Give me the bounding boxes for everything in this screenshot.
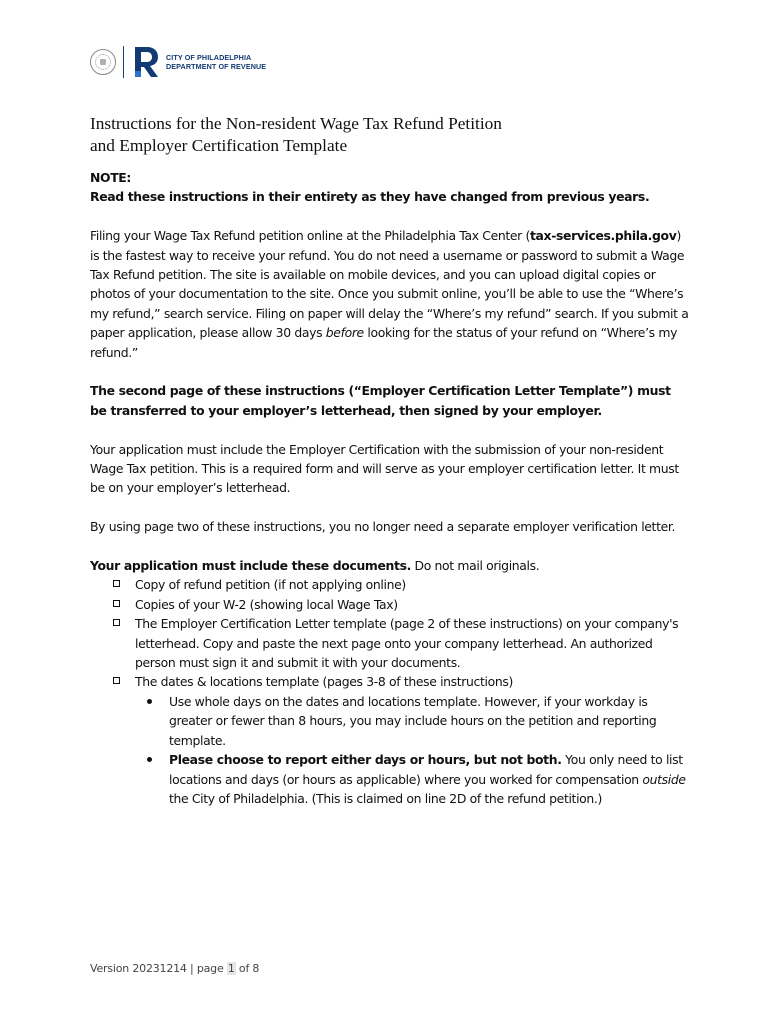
org-line-2: DEPARTMENT OF REVENUE	[166, 62, 267, 71]
list-item: Use whole days on the dates and locations template. However, if your workday is greater or fewer than 8 hours, you may include hours on the petition and reporting template.	[169, 692, 690, 750]
checkbox-icon	[113, 619, 120, 626]
list-item: Please choose to report either days or hours, but not both. You only need to list locations and days (or hours as applicable) where you worked for compensation outside the City of Philadelphia. (This is claimed on line 2D of the refund petition.)	[169, 750, 690, 808]
list-item: Copies of your W-2 (showing local Wage Tax)	[135, 595, 690, 614]
list-item: The Employer Certification Letter template (page 2 of these instructions) on your company's letterhead. Copy and paste the next page onto your company letterhead. An authorized person must sign it and submit it with your documents.	[135, 614, 690, 672]
documents-checklist	[90, 575, 690, 808]
documents-lead: Your application must include these documents. Do not mail originals.	[90, 558, 540, 574]
page-footer: Version 20231214 | page 1 of 8	[90, 962, 260, 975]
online-filing-paragraph: Filing your Wage Tax Refund petition online at the Philadelphia Tax Center (tax-services.phila.gov) is the fastest way to receive your refund. You do not need a username or password to submit a Wage Tax Refund petition. The site is available on mobile devices, and you can upload digital copies or photos of your documentation to the site. Once you submit online, you’ll be able to use the “Where’s my refund,” search service. Filing on paper will delay the “Where’s my refund” search. If you submit a paper application, please allow 30 days before looking for the status of your refund on “Where’s my refund.”	[90, 228, 689, 360]
note-text: Read these instructions in their entirety as they have changed from previous years.	[90, 189, 650, 205]
letterhead-paragraph: The second page of these instructions (“Employer Certification Letter Template”) must be transferred to your employer’s letterhead, then signed by your employer.	[90, 383, 671, 418]
bullet-icon	[147, 757, 152, 762]
title-line-2: and Employer Certification Template	[90, 136, 348, 155]
organization-name	[166, 53, 266, 71]
bullet-icon	[147, 699, 152, 704]
version-label: Version 20231214	[90, 962, 187, 975]
city-seal-icon	[90, 49, 116, 75]
document-title	[90, 113, 690, 157]
tax-center-link[interactable]: tax-services.phila.gov	[529, 228, 677, 244]
header-divider	[123, 46, 124, 78]
revenue-r-logo-icon	[132, 45, 160, 79]
list-item: Copy of refund petition (if not applying online)	[135, 575, 690, 594]
page-number: 1	[227, 962, 235, 975]
verification-paragraph: By using page two of these instructions, you no longer need a separate employer verification letter.	[90, 519, 676, 535]
org-line-1: CITY OF PHILADELPHIA	[166, 53, 252, 62]
checkbox-icon	[113, 600, 120, 607]
note-label: NOTE:	[90, 170, 132, 185]
certification-paragraph: Your application must include the Employer Certification with the submission of your non-resident Wage Tax petition. This is a required form and will serve as your employer certification letter. It must be on your employer’s letterhead.	[90, 441, 679, 496]
list-item: The dates & locations template (pages 3-8 of these instructions) Use whole days on the dates and locations template. However, if your workday is greater or fewer than 8 hours, you may include hours on the petition and reporting template. Please choose to report either days or hours, but not both. You only need to list locations and days (or hours as applicable) where you worked for compensation outside the City of Philadelphia. (This is claimed on line 2D of the refund petition.)	[135, 672, 690, 808]
document-body	[90, 168, 690, 808]
checkbox-icon	[113, 677, 120, 684]
checkbox-icon	[113, 580, 120, 587]
template-sublist	[135, 692, 690, 808]
letterhead	[90, 44, 266, 80]
title-line-1: Instructions for the Non-resident Wage Tax Refund Petition	[90, 114, 502, 133]
